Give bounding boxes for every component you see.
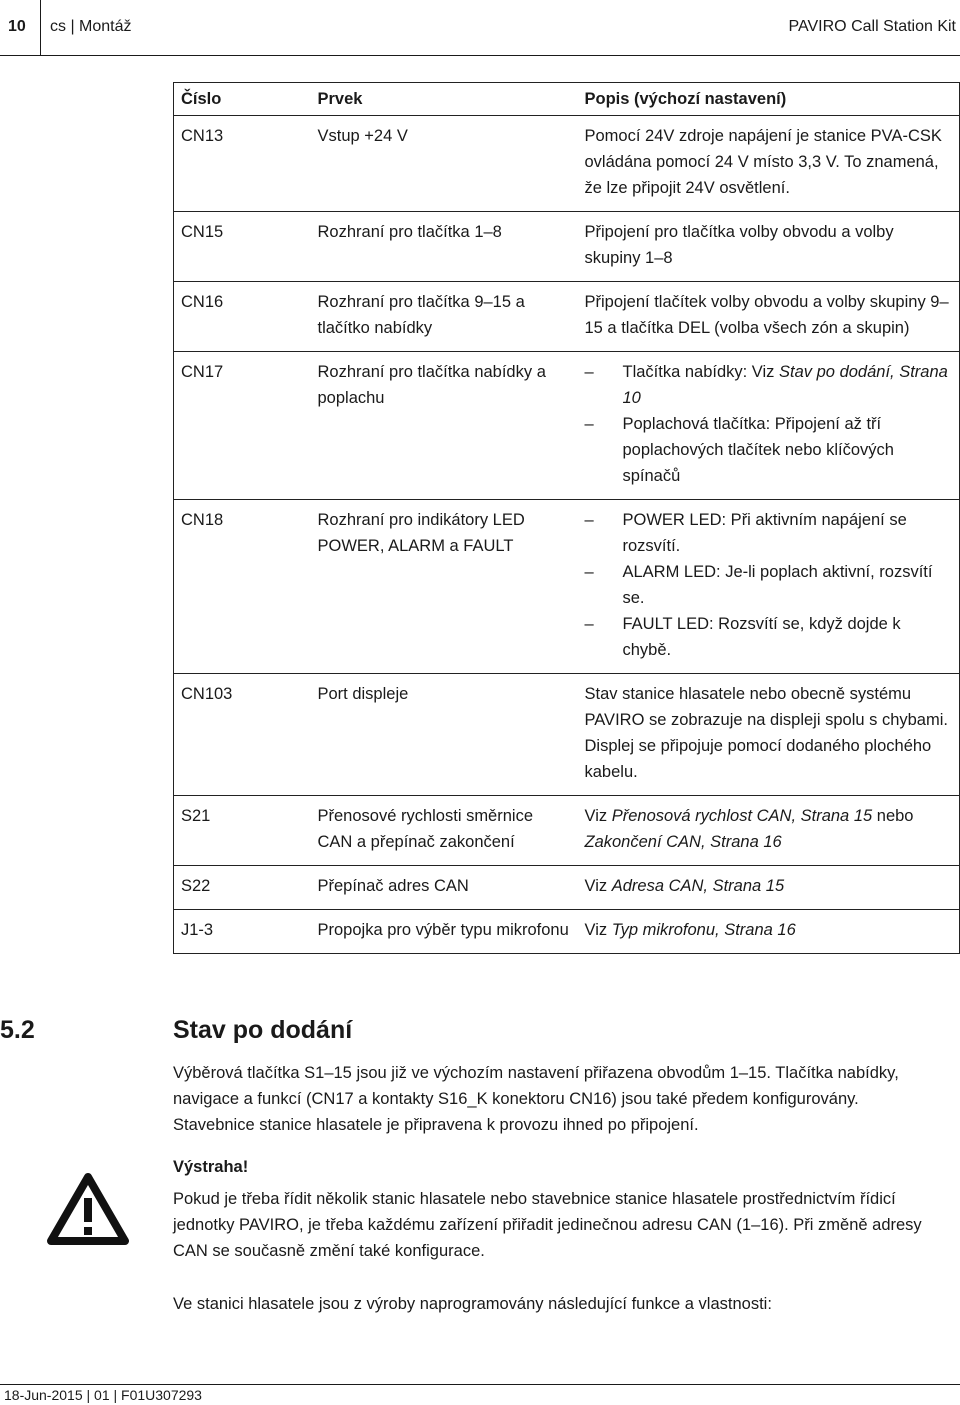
section-title: Stav po dodání	[173, 1016, 353, 1044]
table-row	[174, 500, 960, 674]
cell-element: Přenosové rychlosti směrnice CAN a přepínač zakončení	[311, 796, 578, 866]
cell-id: S21	[174, 796, 311, 866]
footer-rule	[0, 1384, 960, 1385]
closing-paragraph: Ve stanici hlasatele jsou z výroby naprogramovány následující funkce a vlastnosti:	[173, 1295, 772, 1313]
cross-reference-link[interactable]: Stav po dodání, Strana 10	[622, 363, 948, 407]
cell-id: CN15	[174, 212, 311, 282]
cell-element: Propojka pro výběr typu mikrofonu	[311, 910, 578, 954]
cell-id: CN17	[174, 352, 311, 500]
cell-element: Rozhraní pro tlačítka 9–15 a tlačítko nabídky	[311, 282, 578, 352]
table-row	[174, 212, 960, 282]
header-divider	[40, 0, 41, 56]
warning-title: Výstraha!	[173, 1158, 249, 1176]
section-breadcrumb: cs | Montáž	[50, 18, 132, 35]
list-item	[585, 507, 954, 559]
table-row	[174, 352, 960, 500]
cell-description: Stav stanice hlasatele nebo obecně systému PAVIRO se zobrazuje na displeji spolu s chybami. Displej se připojuje pomocí dodaného plochého kabelu.	[578, 674, 960, 796]
column-header-description: Popis (výchozí nastavení)	[578, 83, 960, 116]
description-text: nebo	[872, 807, 914, 825]
description-text: Viz	[584, 877, 612, 895]
list-item	[585, 411, 954, 489]
list-item	[585, 359, 954, 411]
cell-description: Připojení pro tlačítka volby obvodu a volby skupiny 1–8	[578, 212, 960, 282]
cell-description	[578, 500, 960, 674]
cell-description	[578, 796, 960, 866]
page-number: 10	[8, 18, 26, 35]
cell-description	[578, 866, 960, 910]
list-item-text: Poplachová tlačítka: Připojení až tří poplachových tlačítek nebo klíčových spínačů	[622, 415, 894, 485]
cross-reference-link[interactable]: Typ mikrofonu, Strana 16	[611, 921, 796, 939]
header-rule	[0, 55, 960, 56]
cell-id: J1-3	[174, 910, 311, 954]
cell-description: Připojení tlačítek volby obvodu a volby skupiny 9–15 a tlačítka DEL (volba všech zón a skupin)	[578, 282, 960, 352]
cross-reference-link[interactable]: Adresa CAN, Strana 15	[611, 877, 785, 895]
list-item	[585, 559, 954, 611]
cell-id: CN13	[174, 116, 311, 212]
table-row	[174, 866, 960, 910]
cell-description: Pomocí 24V zdroje napájení je stanice PVA-CSK ovládána pomocí 24 V místo 3,3 V. To znamená, že lze připojit 24V osvětlení.	[578, 116, 960, 212]
list-item-text: Tlačítka nabídky: Viz	[622, 363, 780, 381]
warning-text: Pokud je třeba řídit několik stanic hlasatele nebo stavebnice stanice hlasatele prostřednictvím řídicí jednotky PAVIRO, je třeba každému zařízení přiřadit jedinečnou adresu CAN (1–16). Při změně adresy CAN se současně změní také konfigurace.	[173, 1190, 922, 1260]
cell-id: CN103	[174, 674, 311, 796]
table-row	[174, 910, 960, 954]
table-row	[174, 282, 960, 352]
page-header	[0, 0, 960, 56]
cell-id: CN16	[174, 282, 311, 352]
page-footer	[0, 1384, 960, 1405]
column-header-element: Prvek	[311, 83, 578, 116]
cell-description	[578, 910, 960, 954]
cell-element: Rozhraní pro tlačítka nabídky a poplachu	[311, 352, 578, 500]
cross-reference-link[interactable]: Zakončení CAN, Strana 16	[584, 833, 782, 851]
cell-element: Rozhraní pro indikátory LED POWER, ALARM a FAULT	[311, 500, 578, 674]
list-item-text: ALARM LED: Je-li poplach aktivní, rozsvítí se.	[622, 563, 933, 607]
connector-table	[173, 82, 960, 954]
table-row	[174, 674, 960, 796]
list-item-text: FAULT LED: Rozsvítí se, když dojde k chybě.	[622, 615, 901, 659]
section-number: 5.2	[0, 1016, 35, 1044]
description-text: Viz	[584, 807, 612, 825]
list-item	[585, 611, 954, 663]
cross-reference-link[interactable]: Přenosová rychlost CAN, Strana 15	[611, 807, 873, 825]
cell-id: CN18	[174, 500, 311, 674]
document-title: PAVIRO Call Station Kit	[788, 18, 956, 35]
cell-element: Přepínač adres CAN	[311, 866, 578, 910]
cell-element: Port displeje	[311, 674, 578, 796]
section-paragraph: Výběrová tlačítka S1–15 jsou již ve výchozím nastavení přiřazena obvodům 1–15. Tlačítka nabídky, navigace a funkcí (CN17 a kontakty S16_K konektoru CN16) jsou také předem konfigurovány. Stavebnice stanice hlasatele je připravena k provozu ihned po připojení.	[173, 1064, 899, 1134]
cell-element: Rozhraní pro tlačítka 1–8	[311, 212, 578, 282]
table-row	[174, 116, 960, 212]
column-header-number: Číslo	[174, 83, 311, 116]
footer-text: 18-Jun-2015 | 01 | F01U307293	[4, 1387, 202, 1403]
cell-id: S22	[174, 866, 311, 910]
cell-description	[578, 352, 960, 500]
table-row	[174, 796, 960, 866]
table-header-row	[174, 83, 960, 116]
description-text: Viz	[584, 921, 612, 939]
cell-element: Vstup +24 V	[311, 116, 578, 212]
list-item-text: POWER LED: Při aktivním napájení se rozsvítí.	[622, 511, 907, 555]
warning-icon	[46, 1172, 130, 1246]
